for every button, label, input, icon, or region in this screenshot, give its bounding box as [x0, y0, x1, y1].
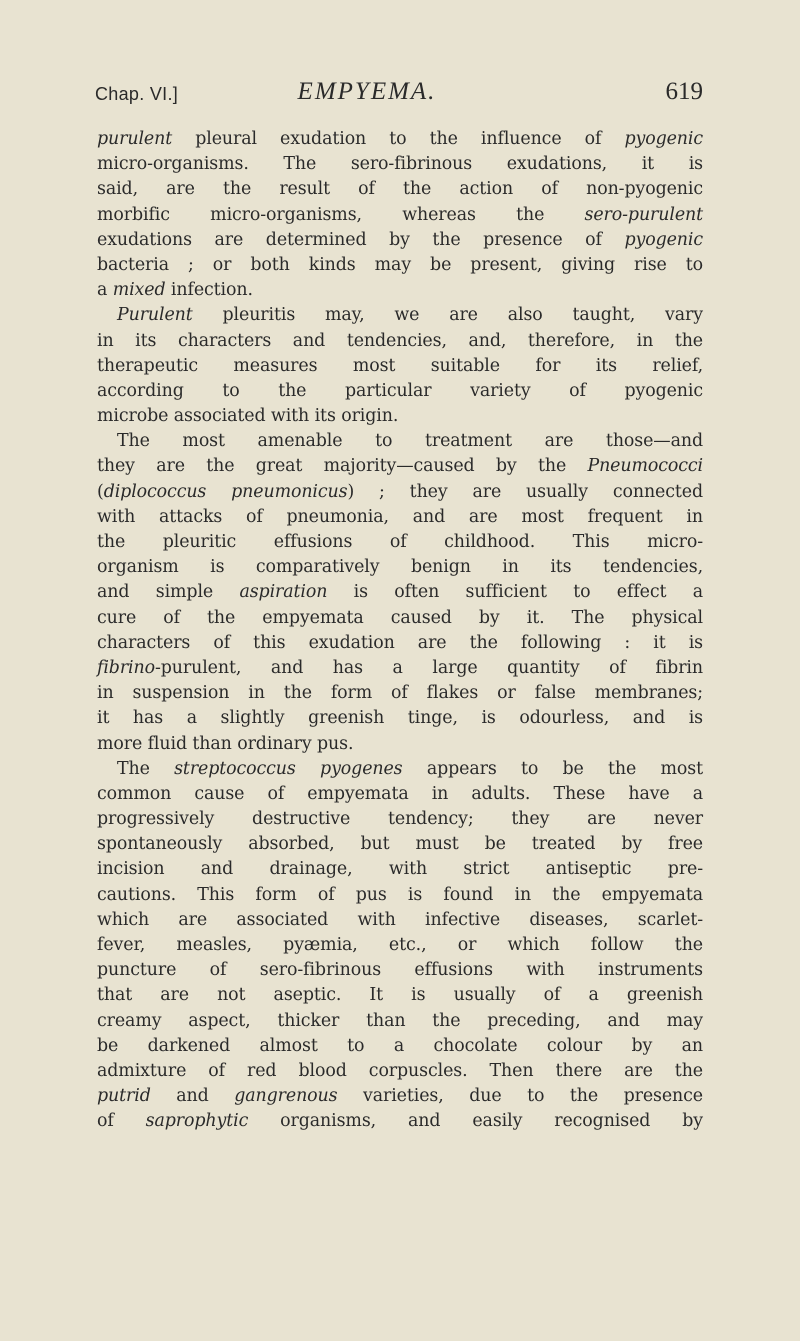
text-line	[97, 908, 703, 933]
text-line	[97, 983, 703, 1008]
text-segment: be darkened almost to a chocolate colour by an	[97, 1035, 703, 1056]
text-segment: fever, measles, pyæmia, etc., or which follow the	[97, 935, 703, 955]
italic-text: mixed	[112, 280, 166, 301]
italic-text: Purulent	[117, 305, 193, 326]
text-line	[97, 1034, 703, 1059]
text-segment: organisms, and easily recognised by	[248, 1111, 703, 1132]
italic-text: diplococcus pneumonicus	[103, 481, 348, 502]
text-segment: with attacks of pneumonia, and are most frequent in	[97, 506, 703, 527]
text-line	[97, 1009, 703, 1034]
text-segment: infection.	[165, 280, 253, 301]
italic-text: Pneumococci	[587, 456, 703, 477]
text-segment: common cause of empyemata in adults. These have a	[97, 783, 703, 804]
text-segment: the pleuritic effusions of childhood. This micro-	[97, 532, 703, 552]
text-segment: a	[97, 280, 113, 301]
text-segment: micro-organisms. The sero-fibrinous exudations, it is	[97, 154, 703, 175]
text-segment: cautions. This form of pus is found in the empyemata	[97, 884, 703, 905]
italic-text: fibrino	[97, 657, 155, 678]
chapter-label: Chap. VI.]	[95, 84, 179, 104]
text-line	[97, 681, 703, 706]
italic-text: aspiration	[239, 582, 328, 603]
text-segment: in suspension in the form of flakes or false membranes;	[97, 683, 703, 704]
text-line	[97, 1109, 703, 1134]
italic-text: putrid	[97, 1086, 151, 1107]
text-line	[97, 278, 703, 303]
text-line	[97, 404, 703, 429]
text-segment: incision and drainage, with strict antiseptic pre-	[97, 859, 703, 880]
text-line	[97, 203, 703, 228]
text-segment: progressively destructive tendency; they are never	[97, 809, 703, 830]
text-segment: admixture of red blood corpuscles. Then there are the	[97, 1060, 703, 1081]
text-line	[97, 732, 703, 757]
text-line	[97, 379, 703, 404]
text-line	[97, 505, 703, 530]
text-segment: varieties, due to the presence	[337, 1086, 703, 1107]
text-segment: of	[97, 1111, 146, 1132]
text-segment: cure of the empyemata caused by it. The physical	[97, 607, 703, 628]
text-line	[97, 429, 703, 454]
text-segment: morbific micro-organisms, whereas the	[97, 204, 585, 225]
text-line	[97, 152, 703, 177]
italic-text: gangrenous	[234, 1086, 338, 1107]
page-number: 619	[665, 78, 703, 105]
body-text	[97, 127, 703, 1135]
text-line	[97, 1084, 703, 1109]
text-line	[97, 807, 703, 832]
text-segment: said, are the result of the action of non-pyogenic	[97, 179, 703, 200]
text-segment: appears to be the most	[402, 758, 703, 779]
italic-text: pyogenic	[624, 229, 703, 250]
text-line	[97, 832, 703, 857]
text-segment: and simple	[97, 582, 240, 603]
text-line	[97, 177, 703, 202]
text-line	[97, 857, 703, 882]
text-line	[97, 958, 703, 983]
text-line	[97, 706, 703, 731]
text-segment: pleural exudation to the influence of	[172, 129, 625, 149]
text-line	[97, 228, 703, 253]
running-header	[95, 78, 703, 112]
text-line	[97, 606, 703, 631]
text-segment: bacteria ; or both kinds may be present, giving rise to	[97, 254, 703, 275]
text-segment: The most amenable to treatment are those—and	[117, 431, 703, 452]
text-segment: pleuritis may, we are also taught, vary	[192, 305, 703, 326]
text-segment: they are the great majority—caused by the	[97, 456, 588, 477]
text-segment: it has a slightly greenish tinge, is odourless, and is	[97, 708, 703, 729]
text-segment: exudations are determined by the presence of	[97, 229, 625, 250]
text-line	[97, 1059, 703, 1084]
text-segment: characters of this exudation are the following : it is	[97, 632, 703, 653]
text-segment: puncture of sero-fibrinous effusions with instruments	[97, 960, 703, 981]
text-line	[97, 656, 703, 681]
text-segment: in its characters and tendencies, and, therefore, in the	[97, 330, 703, 351]
text-line	[97, 127, 703, 152]
text-line	[97, 354, 703, 379]
text-segment: creamy aspect, thicker than the preceding, and may	[97, 1010, 703, 1031]
text-segment: is often sufficient to effect a	[327, 582, 704, 603]
running-title: EMPYEMA.	[297, 78, 437, 105]
text-segment: The	[117, 758, 175, 779]
italic-text: streptococcus pyogenes	[174, 758, 403, 779]
text-line	[97, 631, 703, 656]
text-segment: spontaneously absorbed, but must be treated by free	[97, 834, 703, 855]
text-line	[97, 580, 703, 605]
text-line	[97, 883, 703, 908]
text-segment: (	[97, 481, 104, 502]
italic-text: purulent	[97, 129, 173, 149]
text-segment: which are associated with infective diseases, scarlet-	[97, 909, 703, 930]
text-segment: and	[150, 1086, 235, 1107]
text-segment: therapeutic measures most suitable for its relief,	[97, 355, 703, 376]
text-segment: organism is comparatively benign in its tendencies,	[97, 557, 703, 578]
text-segment: that are not aseptic. It is usually of a greenish	[97, 985, 703, 1006]
text-line	[97, 555, 703, 580]
text-line	[97, 329, 703, 354]
text-line	[97, 757, 703, 782]
text-segment: microbe associated with its origin.	[97, 406, 399, 427]
text-line	[97, 303, 703, 328]
text-line	[97, 933, 703, 958]
text-line	[97, 454, 703, 479]
text-segment: ) ; they are usually connected	[347, 481, 703, 502]
italic-text: pyogenic	[624, 129, 703, 149]
text-line	[97, 480, 703, 505]
italic-text: saprophytic	[145, 1111, 249, 1132]
text-line	[97, 530, 703, 555]
text-segment: more fluid than ordinary pus.	[97, 733, 354, 754]
text-line	[97, 253, 703, 278]
text-line	[97, 782, 703, 807]
italic-text: sero-purulent	[584, 204, 703, 225]
text-segment: according to the particular variety of pyogenic	[97, 380, 703, 401]
text-segment: -purulent, and has a large quantity of fibrin	[154, 657, 703, 678]
